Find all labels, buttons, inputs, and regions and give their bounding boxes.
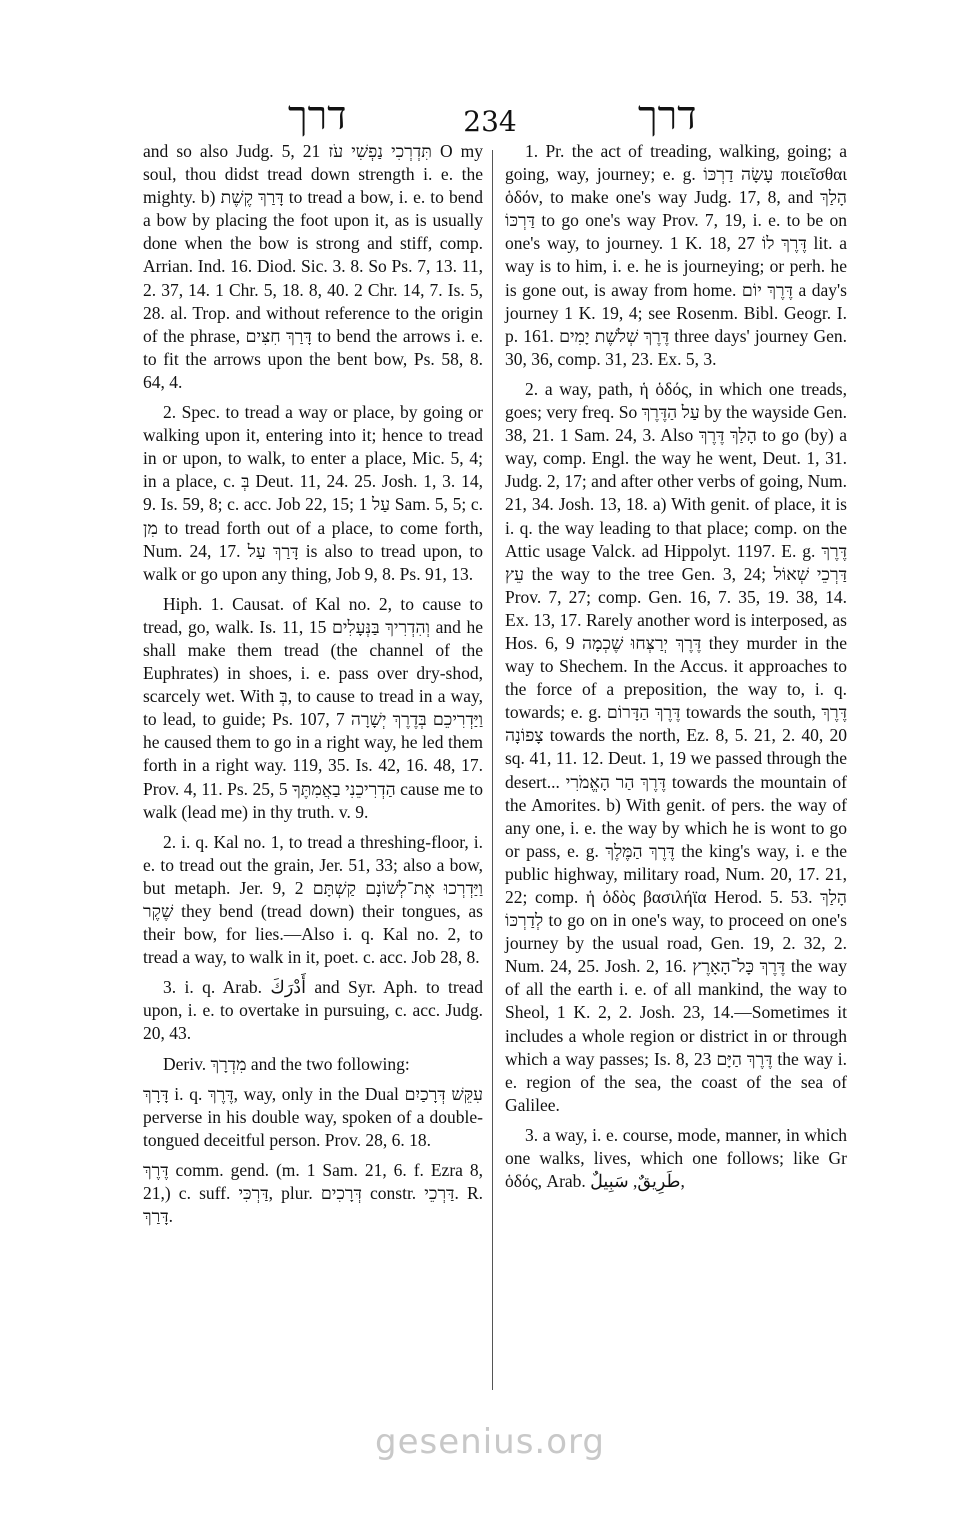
- entry-paragraph: 3. a way, i. e. course, mode, manner, in which one walks, lives, which one follows; like Gr ὁδός, Arab. طَرِيقٌ, سَبِيلٌ,: [505, 1124, 847, 1192]
- watermark: gesenius.org: [375, 1422, 605, 1462]
- running-head-right: דרך: [638, 93, 697, 139]
- entry-headword-paragraph: דָּרָךְ i. q. דֶּרֶךְ, way, only in the Dual עִקֵּשׁ דְּרָכַיִם perverse in his double way, spoken of a double-tongued deceitful person. Prov. 28, 6. 18.: [143, 1083, 484, 1150]
- entry-paragraph: 2. Spec. to tread a way or place, by going or walking upon it, entering into it; hence to tread in or upon, to walk, to enter a place, Mic. 5, 4; in a place, c. בְּ Deut. 11, 24. 25. Josh. 1, 3. 14, 9. Is. 59, 8; c. acc. Job 22, 15; עַל 1 Sam. 5, 5; c. מִן to tread forth out of a place, to come forth, Num. 24, 17. דָּרַךְ עַל is also to tread upon, to walk or go upon any thing, Job 9, 8. Ps. 91, 13.: [143, 402, 484, 584]
- left-column: [143, 140, 483, 1235]
- entry-paragraph: 3. i. q. Arab. أَدْرَكَ and Syr. Aph. to tread upon, i. e. to overtake in pursuing, c. acc. Judg. 20, 43.: [143, 977, 483, 1044]
- entry-paragraph: and so also Judg. 5, 21 תִּדְרְכִי נַפְשִׁי עֹז O my soul, thou didst tread down strength i. e. the mighty. b) דָּרַךְ קֶשֶׁת to tread a bow, i. e. to bend a bow by placing the foot upon it, as is usually done when the bow is strong and stiff, comp. Arrian. Ind. 16. Diod. Sic. 3. 8. So Ps. 7, 13. 11, 2. 37, 14. 1 Chr. 5, 18. 8, 40. 2 Chr. 14, 7. Is. 5, 28. al. Trop. and without reference to the origin of the phrase, דָּרַךְ חִצִּים to bend the arrows i. e. to fit the arrows upon the bent bow, Ps. 58, 8. 64, 4.: [143, 141, 484, 392]
- entry-headword-paragraph: דֶּרֶךְ comm. gend. (m. 1 Sam. 21, 6. f. Ezra 8, 21,) c. suff. דַּרְכִּי, plur. דְּרָכִים constr. דַּרְכֵי. R. דָּרַךְ.: [143, 1159, 483, 1227]
- right-column: [505, 140, 847, 1200]
- entry-paragraph: Hiph. 1. Causat. of Kal no. 2, to cause to tread, go, walk. Is. 11, 15 וְהִדְרִיךְ בַּנְּעָלִים and he shall make them tread (the channel of the Euphrates) in shoes, i. e. pass over dry-shod, scarcely wet. With בְּ, to cause to tread in a way, to lead, to guide; Ps. 107, 7 וַיַּדְרִיכֵם בְּדֶרֶךְ יְשָׁרָה he caused them to go in a right way, he led them forth in a right way. 119, 35. Is. 42, 16. 48, 17. Prov. 4, 11. Ps. 25, 5 הַדְרִיכֵנִי בַאֲמִתֶּךָ cause me to walk (lead me) in thy truth. v. 9.: [143, 593, 484, 822]
- entry-paragraph: 2. i. q. Kal no. 1, to tread a threshing-floor, i. e. to tread out the grain, Jer. 51, 33; also a bow, but metaph. Jer. 9, 2 וַיַּדְרְכוּ אֶת־לְשׁוֹנָם קַשְׁתָּם שֶׁקֶר they bend (tread down) their tongues, as their bow, for lies.—Also i. q. Kal no. 2, to tread a way, to walk in it, poet. c. acc. Job 28, 8.: [143, 831, 484, 968]
- column-divider: [492, 150, 493, 1390]
- entry-paragraph: 2. a way, path, ἡ ὁδός, in which one treads, goes; very freq. So עַל הַדֶּרֶךְ by the wayside Gen. 38, 21. 1 Sam. 24, 3. Also הָלַךְ דֶּרֶךְ to go (by) a way, comp. Engl. the way he went, Deut. 1, 31. Judg. 2, 17; and after other verbs of going, Num. 21, 34. Josh. 13, 18. a) With genit. of place, it is i. q. the way leading to that place; comp. on the Attic usage Valck. ad Hippolyt. 1197. E. g. דֶּרֶךְ עֵץ the way to the tree Gen. 3, 24; דַּרְכֵי שְׁאוֹל Prov. 7, 27; comp. Gen. 16, 7. 35, 19. 38, 14. Ex. 13, 17. Rarely another word is interposed, as Hos. 6, 9 דֶּרֶךְ יְרַצְּחוּ שֶׁכְמָה they murder in the way to Shechem. In the Accus. it approaches to the force of a preposition, the way to, i. q. towards; e. g. דֶּרֶךְ הַדָּרוֹם towards the south, דֶּרֶךְ צָפוֹנָה towards the north, Ez. 8, 5. 21, 2. 40, 20 sq. 41, 11. 12. Deut. 1, 19 we passed through the desert... דֶּרֶךְ הַר הָאֱמֹרִי towards the mountain of the Amorites. b) With genit. of pers. the way of any one, i. e. the way by which he is wont to go or pass, e. g. דֶּרֶךְ הַמֶּלֶךְ the king's way, i. e the public highway, military road, Num. 20, 17. 21, 22; comp. ἡ ὁδὸς βασιλήϊα Herod. 5. 53. הָלַךְ לְדַרְכּוֹ to go on in one's way, to proceed on one's journey by the usual road, Gen. 19, 2. 32, 2. Num. 24, 25. Josh. 2, 16. דֶּרֶךְ כָּל־הָאָרֶץ the way of all the earth i. e. of all mankind, the way to Sheol, 1 K. 2, 2. Josh. 23, 14.—Sometimes it includes a whole region or district in or through which a way passes; Is. 8, 23 דֶּרֶךְ הַיָּם the way i. e. region of the sea, the coast of the sea of Galilee.: [505, 378, 848, 1115]
- running-head-left: דרך: [288, 93, 347, 139]
- entry-paragraph: 1. Pr. the act of treading, walking, going; a going, way, journey; e. g. עָשָׂה דַרְכּוֹ ποιεῖσθαι ὁδόν, to make one's way Judg. 17, 8, and הָלַךְ דַּרְכּוֹ to go one's way Prov. 7, 19, i. e. to be on one's way, to journey. 1 K. 18, 27 דֶּרֶךְ לוֹ lit. a way is to him, i. e. he is journeying; or perh. he is gone out, is away from home. דֶּרֶךְ יוֹם a day's journey 1 K. 19, 4; see Rosenm. Bibl. Geogr. I. p. 161. דֶּרֶךְ שְׁלֹשֶׁת יָמִים three days' journey Gen. 30, 36, comp. 31, 23. Ex. 5, 3.: [505, 141, 848, 369]
- page-number: 234: [463, 105, 517, 138]
- entry-paragraph: Deriv. מִדְרָךְ and the two following:: [163, 1053, 410, 1074]
